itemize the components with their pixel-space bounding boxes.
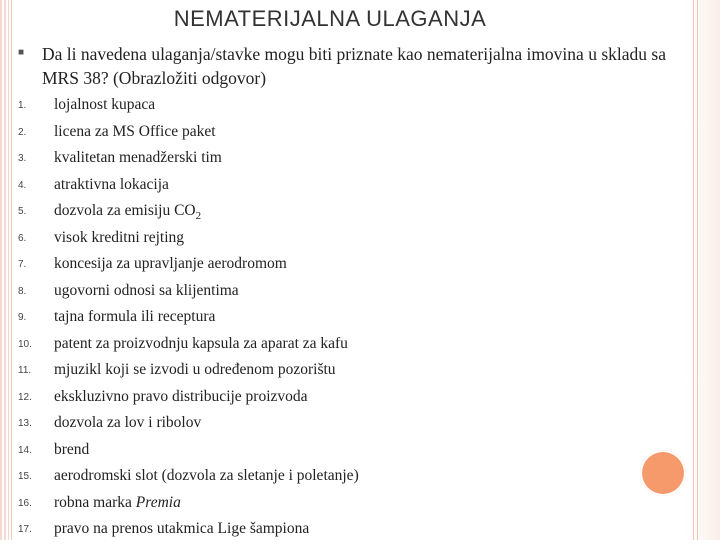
list-item-label: tajna formula ili receptura [54,308,216,325]
list-item-label: ekskluzivno pravo distribucije proizvoda [54,387,308,405]
list-item [18,465,658,492]
list-item-number: 14. [18,444,32,456]
list-item-number: 1. [18,100,27,111]
list-item-text [54,361,336,379]
italic-brand-name: Premia [135,493,181,511]
list-item-number: 3. [18,153,27,164]
list-item-text [54,96,155,114]
list-item-label: licena za MS Office paket [54,122,216,140]
list-item [18,147,658,174]
list-item-label: koncesija za upravljanje aerodromom [54,255,287,272]
list-item [18,412,658,439]
numbered-list [18,94,658,545]
list-item-number: 8. [18,285,27,297]
list-item-text [54,176,169,194]
left-frame-line [11,0,12,540]
right-frame-line-2 [697,0,698,540]
list-item [18,439,658,466]
list-item-number: 17. [18,524,32,535]
subscript: 2 [195,210,202,222]
list-item-text [54,229,184,247]
list-item [18,492,658,519]
list-item [18,253,658,280]
list-item-label: ugovorni odnosi sa klijentima [54,281,239,299]
right-frame-line [693,0,694,540]
list-item-number: 12. [18,391,32,403]
list-item-text [54,520,309,538]
list-item [18,386,658,413]
list-item-number: 15. [18,471,32,482]
list-item-label: visok kreditni rejting [54,228,185,246]
list-item [18,359,658,386]
list-item-text [54,149,222,167]
list-item-text [54,335,348,353]
filled-square-bullet-icon: ■ [18,47,25,58]
list-item [18,200,658,227]
list-item-number: 11. [18,365,32,376]
list-item [18,94,658,121]
list-item-label: pravo na prenos utakmica Lige šampiona [54,520,310,537]
list-item-text [54,414,201,432]
list-item [18,306,658,333]
list-item [18,333,658,360]
list-item-label: dozvola za emisiju CO [54,202,196,219]
list-item-text [54,202,201,222]
list-item-label: lojalnost kupaca [54,96,156,113]
list-item-label: patent za proizvodnju kapsula za aparat za kafu [54,334,348,352]
list-item-number: 2. [18,126,27,138]
list-item-number: 10. [18,338,32,350]
list-item-label: aerodromski slot (dozvola za sletanje i poletanje) [54,467,359,484]
slide-title: NEMATERIJALNA ULAGANJA [173,6,487,31]
list-item-number: 5. [18,206,27,217]
list-item-label: atraktivna lokacija [54,175,169,193]
list-item-text [54,388,308,406]
list-item-text [54,441,89,459]
list-item-text [54,494,181,512]
list-item-label: brend [54,440,90,458]
list-item-label: kvalitetan menadžerski tim [54,149,222,166]
list-item-text [54,123,216,141]
list-item [18,227,658,254]
list-item [18,518,658,545]
list-item [18,280,658,307]
list-item-label: mjuzikl koji se izvodi u određenom pozorištu [54,361,336,378]
list-item-number: 16. [18,497,32,509]
list-item-number: 7. [18,259,27,270]
list-item-label: dozvola za lov i ribolov [54,414,202,431]
lead-text: Da li navedena ulaganja/stavke mogu biti priznate kao nematerijalna imovina u skladu sa MRS 38? (Obrazložiti odgovor) [42,44,666,88]
list-item [18,121,658,148]
list-item-number: 6. [18,232,27,244]
left-frame-decoration [0,0,9,540]
list-item-text [54,255,287,273]
list-item-text [54,467,359,485]
list-item-number: 13. [18,418,32,429]
list-item-text [54,282,239,300]
list-item-number: 4. [18,179,27,191]
list-item-number: 9. [18,312,27,323]
list-item-text [54,308,215,326]
list-item [18,174,658,201]
list-item-label: robna marka [54,493,136,511]
right-frame-decoration [686,0,720,540]
